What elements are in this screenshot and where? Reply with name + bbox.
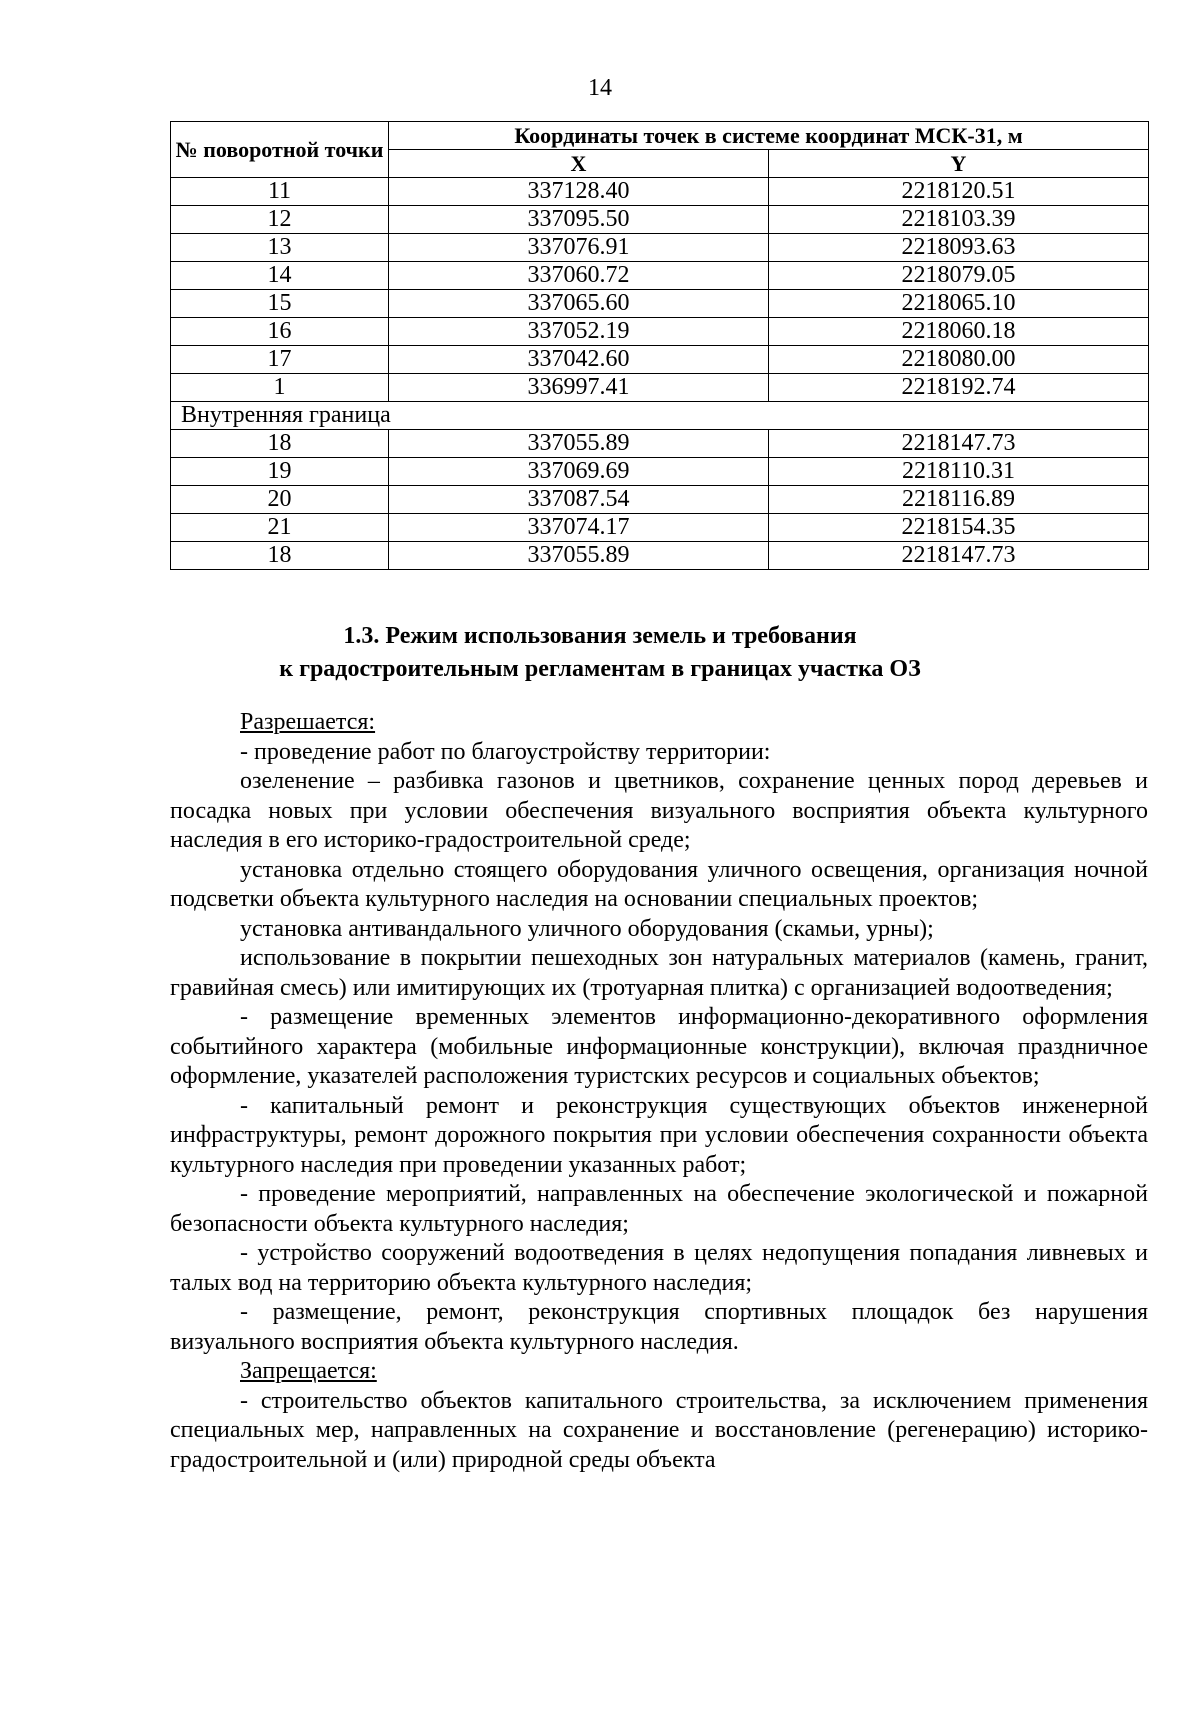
table-row	[171, 206, 1149, 234]
table-row	[171, 374, 1149, 402]
cell-x: 336997.41	[389, 374, 769, 402]
paragraph: - строительство объектов капитального строительства, за исключением применения специальных мер, направленных на сохранение и восстановление (регенерацию) историко-градостроительной и (или) природной среды объекта	[170, 1387, 1148, 1473]
header-x: X	[389, 150, 769, 178]
cell-y: 2218120.51	[769, 178, 1149, 206]
section-heading	[0, 620, 1200, 686]
cell-y: 2218080.00	[769, 346, 1149, 374]
cell-point: 20	[171, 486, 389, 514]
cell-x: 337060.72	[389, 262, 769, 290]
coordinates-table	[170, 121, 1149, 570]
cell-y: 2218147.73	[769, 430, 1149, 458]
cell-point: 13	[171, 234, 389, 262]
cell-y: 2218192.74	[769, 374, 1149, 402]
cell-point: 1	[171, 374, 389, 402]
cell-point: 15	[171, 290, 389, 318]
table-row	[171, 430, 1149, 458]
cell-y: 2218093.63	[769, 234, 1149, 262]
paragraph: - капитальный ремонт и реконструкция существующих объектов инженерной инфраструктуры, ремонт дорожного покрытия при условии обеспечения сохранности объекта культурного наследия при проведении указанных работ;	[170, 1092, 1148, 1178]
paragraph: установка антивандального уличного оборудования (скамьи, урны);	[240, 915, 934, 942]
cell-point: 17	[171, 346, 389, 374]
forbidden-label: Запрещается:	[240, 1358, 377, 1384]
table-row	[171, 514, 1149, 542]
cell-x: 337055.89	[389, 430, 769, 458]
header-y: Y	[769, 150, 1149, 178]
cell-x: 337095.50	[389, 206, 769, 234]
paragraph: установка отдельно стоящего оборудования уличного освещения, организация ночной подсветки объекта культурного наследия на основании специальных проектов;	[170, 856, 1148, 912]
section-heading-line2: к градостроительным регламентам в границах участка ОЗ	[279, 656, 921, 682]
cell-x: 337065.60	[389, 290, 769, 318]
section-heading-line1: 1.3. Режим использования земель и требования	[343, 623, 857, 649]
cell-x: 337128.40	[389, 178, 769, 206]
cell-point: 18	[171, 542, 389, 570]
paragraph: - устройство сооружений водоотведения в целях недопущения попадания ливневых и талых вод на территорию объекта культурного наследия;	[170, 1240, 1148, 1296]
cell-y: 2218079.05	[769, 262, 1149, 290]
cell-y: 2218110.31	[769, 458, 1149, 486]
header-point-number: № поворотной точки	[171, 122, 389, 178]
cell-point: 16	[171, 318, 389, 346]
paragraph: использование в покрытии пешеходных зон натуральных материалов (камень, гранит, гравийная смесь) или имитирующих их (тротуарная плитка) с организацией водоотведения;	[170, 945, 1148, 1001]
table-row	[171, 178, 1149, 206]
table-row	[171, 290, 1149, 318]
table-row	[171, 346, 1149, 374]
body-text	[170, 708, 1148, 1475]
cell-y: 2218147.73	[769, 542, 1149, 570]
paragraph: - размещение временных элементов информационно-декоративного оформления событийного характера (мобильные информационные конструкции), включая праздничное оформление, указателей расположения туристских ресурсов и социальных объектов;	[170, 1004, 1148, 1089]
paragraph: озеленение – разбивка газонов и цветников, сохранение ценных пород деревьев и посадка новых при условии обеспечения визуального восприятия объекта культурного наследия в его историко-градостроительной среде;	[170, 768, 1148, 853]
table-group-row	[171, 402, 1149, 430]
cell-y: 2218060.18	[769, 318, 1149, 346]
cell-point: 14	[171, 262, 389, 290]
cell-x: 337087.54	[389, 486, 769, 514]
cell-x: 337055.89	[389, 542, 769, 570]
cell-x: 337074.17	[389, 514, 769, 542]
cell-y: 2218116.89	[769, 486, 1149, 514]
cell-point: 21	[171, 514, 389, 542]
allowed-item: - проведение работ по благоустройству территории:	[240, 738, 771, 765]
paragraph: - проведение мероприятий, направленных на обеспечение экологической и пожарной безопасности объекта культурного наследия;	[170, 1181, 1148, 1237]
allowed-label: Разрешается:	[240, 709, 376, 735]
page-number: 14	[588, 75, 612, 101]
table-header-row	[171, 122, 1149, 150]
cell-y: 2218065.10	[769, 290, 1149, 318]
cell-y: 2218103.39	[769, 206, 1149, 234]
table-row	[171, 318, 1149, 346]
cell-point: 19	[171, 458, 389, 486]
table-row	[171, 486, 1149, 514]
cell-y: 2218154.35	[769, 514, 1149, 542]
header-coordinates: Координаты точек в системе координат МСК-31, м	[389, 122, 1149, 150]
cell-x: 337069.69	[389, 458, 769, 486]
cell-point: 11	[171, 178, 389, 206]
cell-point: 18	[171, 430, 389, 458]
cell-x: 337042.60	[389, 346, 769, 374]
table-row	[171, 262, 1149, 290]
inner-boundary-label: Внутренняя граница	[171, 402, 1149, 430]
cell-x: 337076.91	[389, 234, 769, 262]
cell-point: 12	[171, 206, 389, 234]
table-row	[171, 542, 1149, 570]
table-row	[171, 458, 1149, 486]
paragraph: - размещение, ремонт, реконструкция спортивных площадок без нарушения визуального восприятия объекта культурного наследия.	[170, 1299, 1148, 1355]
table-row	[171, 234, 1149, 262]
cell-x: 337052.19	[389, 318, 769, 346]
